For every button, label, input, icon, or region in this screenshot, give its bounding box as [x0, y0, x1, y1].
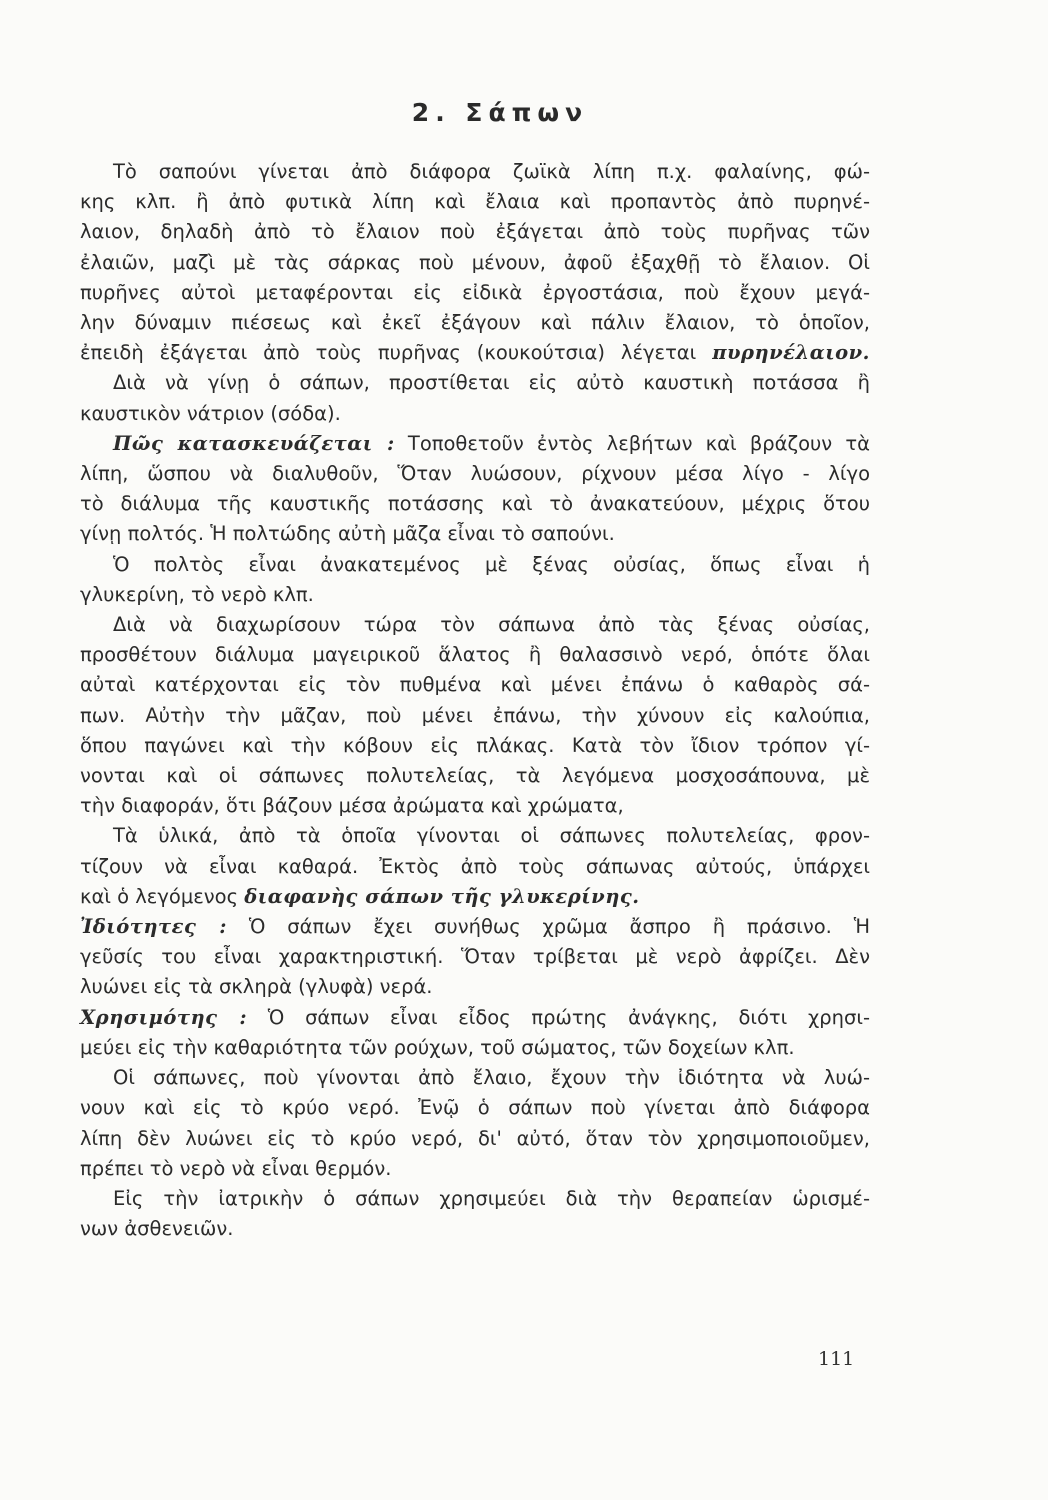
text-line	[80, 912, 870, 942]
text-line: Εἰς τὴν ἰατρικὴν ὁ σάπων χρησιμεύει διὰ τὴν θεραπείαν ὡρισμέ-	[113, 1186, 870, 1210]
page-number: 111	[818, 1348, 855, 1370]
text-line: τὴν διαφοράν, ὅτι βάζουν μέσα ἀρώματα καὶ χρώματα,	[80, 794, 624, 818]
text-line: τὸ διάλυμα τῆς καυστικῆς ποτάσσης καὶ τὸ ἀνακατεύουν, μέχρις ὅτου	[80, 492, 870, 516]
subheading-usefulness: Χρησιμότης :	[80, 1005, 248, 1029]
text-line: πυρῆνες αὐτοὶ μεταφέρονται εἰς εἰδικὰ ἐργοστάσια, ποὺ ἔχουν μεγά-	[80, 280, 870, 304]
text-line: Τὸ σαπούνι γίνεται ἀπὸ διάφορα ζωϊκὰ λίπη π.χ. φαλαίνης, φώ-	[113, 160, 870, 183]
text-line: Ὁ πολτὸς εἶναι ἀνακατεμένος μὲ ξένας οὐσίας, ὅπως εἶναι ἡ	[113, 552, 870, 576]
text-line	[80, 882, 870, 912]
body-text	[80, 157, 870, 1244]
text-line: Τὰ ὑλικά, ἀπὸ τὰ ὁποῖα γίνονται οἱ σάπωνες πολυτελείας, φρον-	[113, 824, 870, 848]
text-line: ὅπου παγώνει καὶ τὴν κόβουν εἰς πλάκας. Κατὰ τὸν ἴδιον τρόπον γί-	[80, 733, 870, 757]
subheading-properties: Ἰδιότητες :	[80, 915, 227, 939]
text-line: κης κλπ. ἢ ἀπὸ φυτικὰ λίπη καὶ ἔλαια καὶ προπαντὸς ἀπὸ πυρηνέ-	[80, 190, 870, 214]
text-line	[80, 338, 870, 368]
text-segment: Τοποθετοῦν ἐντὸς λεβήτων καὶ βράζουν τὰ	[407, 431, 870, 455]
text-segment: καὶ ὁ λεγόμενος	[80, 884, 239, 908]
text-line: Διὰ νὰ διαχωρίσουν τώρα τὸν σάπωνα ἀπὸ τὰς ξένας οὐσίας,	[113, 613, 870, 637]
text-line: Διὰ νὰ γίνῃ ὁ σάπων, προστίθεται εἰς αὐτὸ καυστικὴ ποτάσσα ἢ	[113, 371, 870, 395]
subheading-how-made: Πῶς κατασκευάζεται :	[113, 431, 395, 455]
text-line: λην δύναμιν πιέσεως καὶ ἐκεῖ ἐξάγουν καὶ πάλιν ἔλαιον, τὸ ὁποῖον,	[80, 311, 870, 335]
text-line: λυώνει εἰς τὰ σκληρὰ (γλυφὰ) νερά.	[80, 975, 433, 999]
text-line: νονται καὶ οἱ σάπωνες πολυτελείας, τὰ λεγόμενα μοσχοσάπουνα, μὲ	[80, 764, 870, 788]
emphasized-term: πυρηνέλαιον.	[712, 341, 870, 365]
text-line: λίπη δὲν λυώνει εἰς τὸ κρύο νερό, δι' αὐτό, ὅταν τὸν χρησιμοποιοῦμεν,	[80, 1126, 870, 1150]
text-line: γεῦσίς του εἶναι χαρακτηριστική. Ὅταν τρίβεται μὲ νερὸ ἀφρίζει. Δὲν	[80, 945, 870, 969]
text-line: καυστικὸν νάτριον (σόδα).	[80, 401, 341, 425]
text-line: προσθέτουν διάλυμα μαγειρικοῦ ἅλατος ἢ θαλασσινὸ νερό, ὁπότε ὅλαι	[80, 643, 870, 667]
text-line	[80, 1003, 870, 1033]
text-line: μεύει εἰς τὴν καθαριότητα τῶν ρούχων, τοῦ σώματος, τῶν δοχείων κλπ.	[80, 1035, 795, 1059]
text-line: Οἱ σάπωνες, ποὺ γίνονται ἀπὸ ἔλαιο, ἔχουν τὴν ἰδιότητα νὰ λυώ-	[113, 1066, 870, 1090]
text-line: λίπη, ὥσπου νὰ διαλυθοῦν, Ὅταν λυώσουν, ρίχνουν μέσα λίγο - λίγο	[80, 462, 870, 486]
text-segment: Ὁ σάπων ἔχει συνήθως χρῶμα ἄσπρο ἢ πράσινο. Ἡ	[248, 915, 870, 939]
text-line: γίνῃ πολτός. Ἡ πολτώδης αὐτὴ μᾶζα εἶναι τὸ σαπούνι.	[80, 522, 615, 546]
text-line	[80, 429, 870, 459]
text-line: νων ἀσθενειῶν.	[80, 1217, 234, 1241]
section-title: 2. Σάπων	[411, 98, 589, 127]
text-line: πων. Αὐτὴν τὴν μᾶζαν, ποὺ μένει ἐπάνω, τὴν χύνουν εἰς καλούπια,	[80, 703, 870, 727]
text-segment: Ὁ σάπων εἶναι εἶδος πρώτης ἀνάγκης, διότι χρησι-	[267, 1005, 870, 1029]
text-line: γλυκερίνη, τὸ νερὸ κλπ.	[80, 582, 314, 606]
emphasized-term: διαφανὴς σάπων τῆς γλυκερίνης.	[244, 884, 640, 908]
text-line: πρέπει τὸ νερὸ νὰ εἶναι θερμόν.	[80, 1156, 392, 1180]
text-line: αὐταὶ κατέρχονται εἰς τὸν πυθμένα καὶ μένει ἐπάνω ὁ καθαρὸς σά-	[80, 673, 870, 697]
text-line: ἐλαιῶν, μαζὶ μὲ τὰς σάρκας ποὺ μένουν, ἀφοῦ ἐξαχθῇ τὸ ἔλαιον. Οἱ	[80, 250, 870, 274]
text-line: νουν καὶ εἰς τὸ κρύο νερό. Ἐνῷ ὁ σάπων ποὺ γίνεται ἀπὸ διάφορα	[80, 1096, 870, 1120]
text-line: τίζουν νὰ εἶναι καθαρά. Ἐκτὸς ἀπὸ τοὺς σάπωνας αὐτούς, ὑπάρχει	[80, 854, 870, 878]
text-segment: ἐπειδὴ ἐξάγεται ἀπὸ τοὺς πυρῆνας (κουκούτσια) λέγεται	[80, 341, 697, 365]
text-line: λαιον, δηλαδὴ ἀπὸ τὸ ἔλαιον ποὺ ἐξάγεται ἀπὸ τοὺς πυρῆνας τῶν	[80, 220, 870, 244]
